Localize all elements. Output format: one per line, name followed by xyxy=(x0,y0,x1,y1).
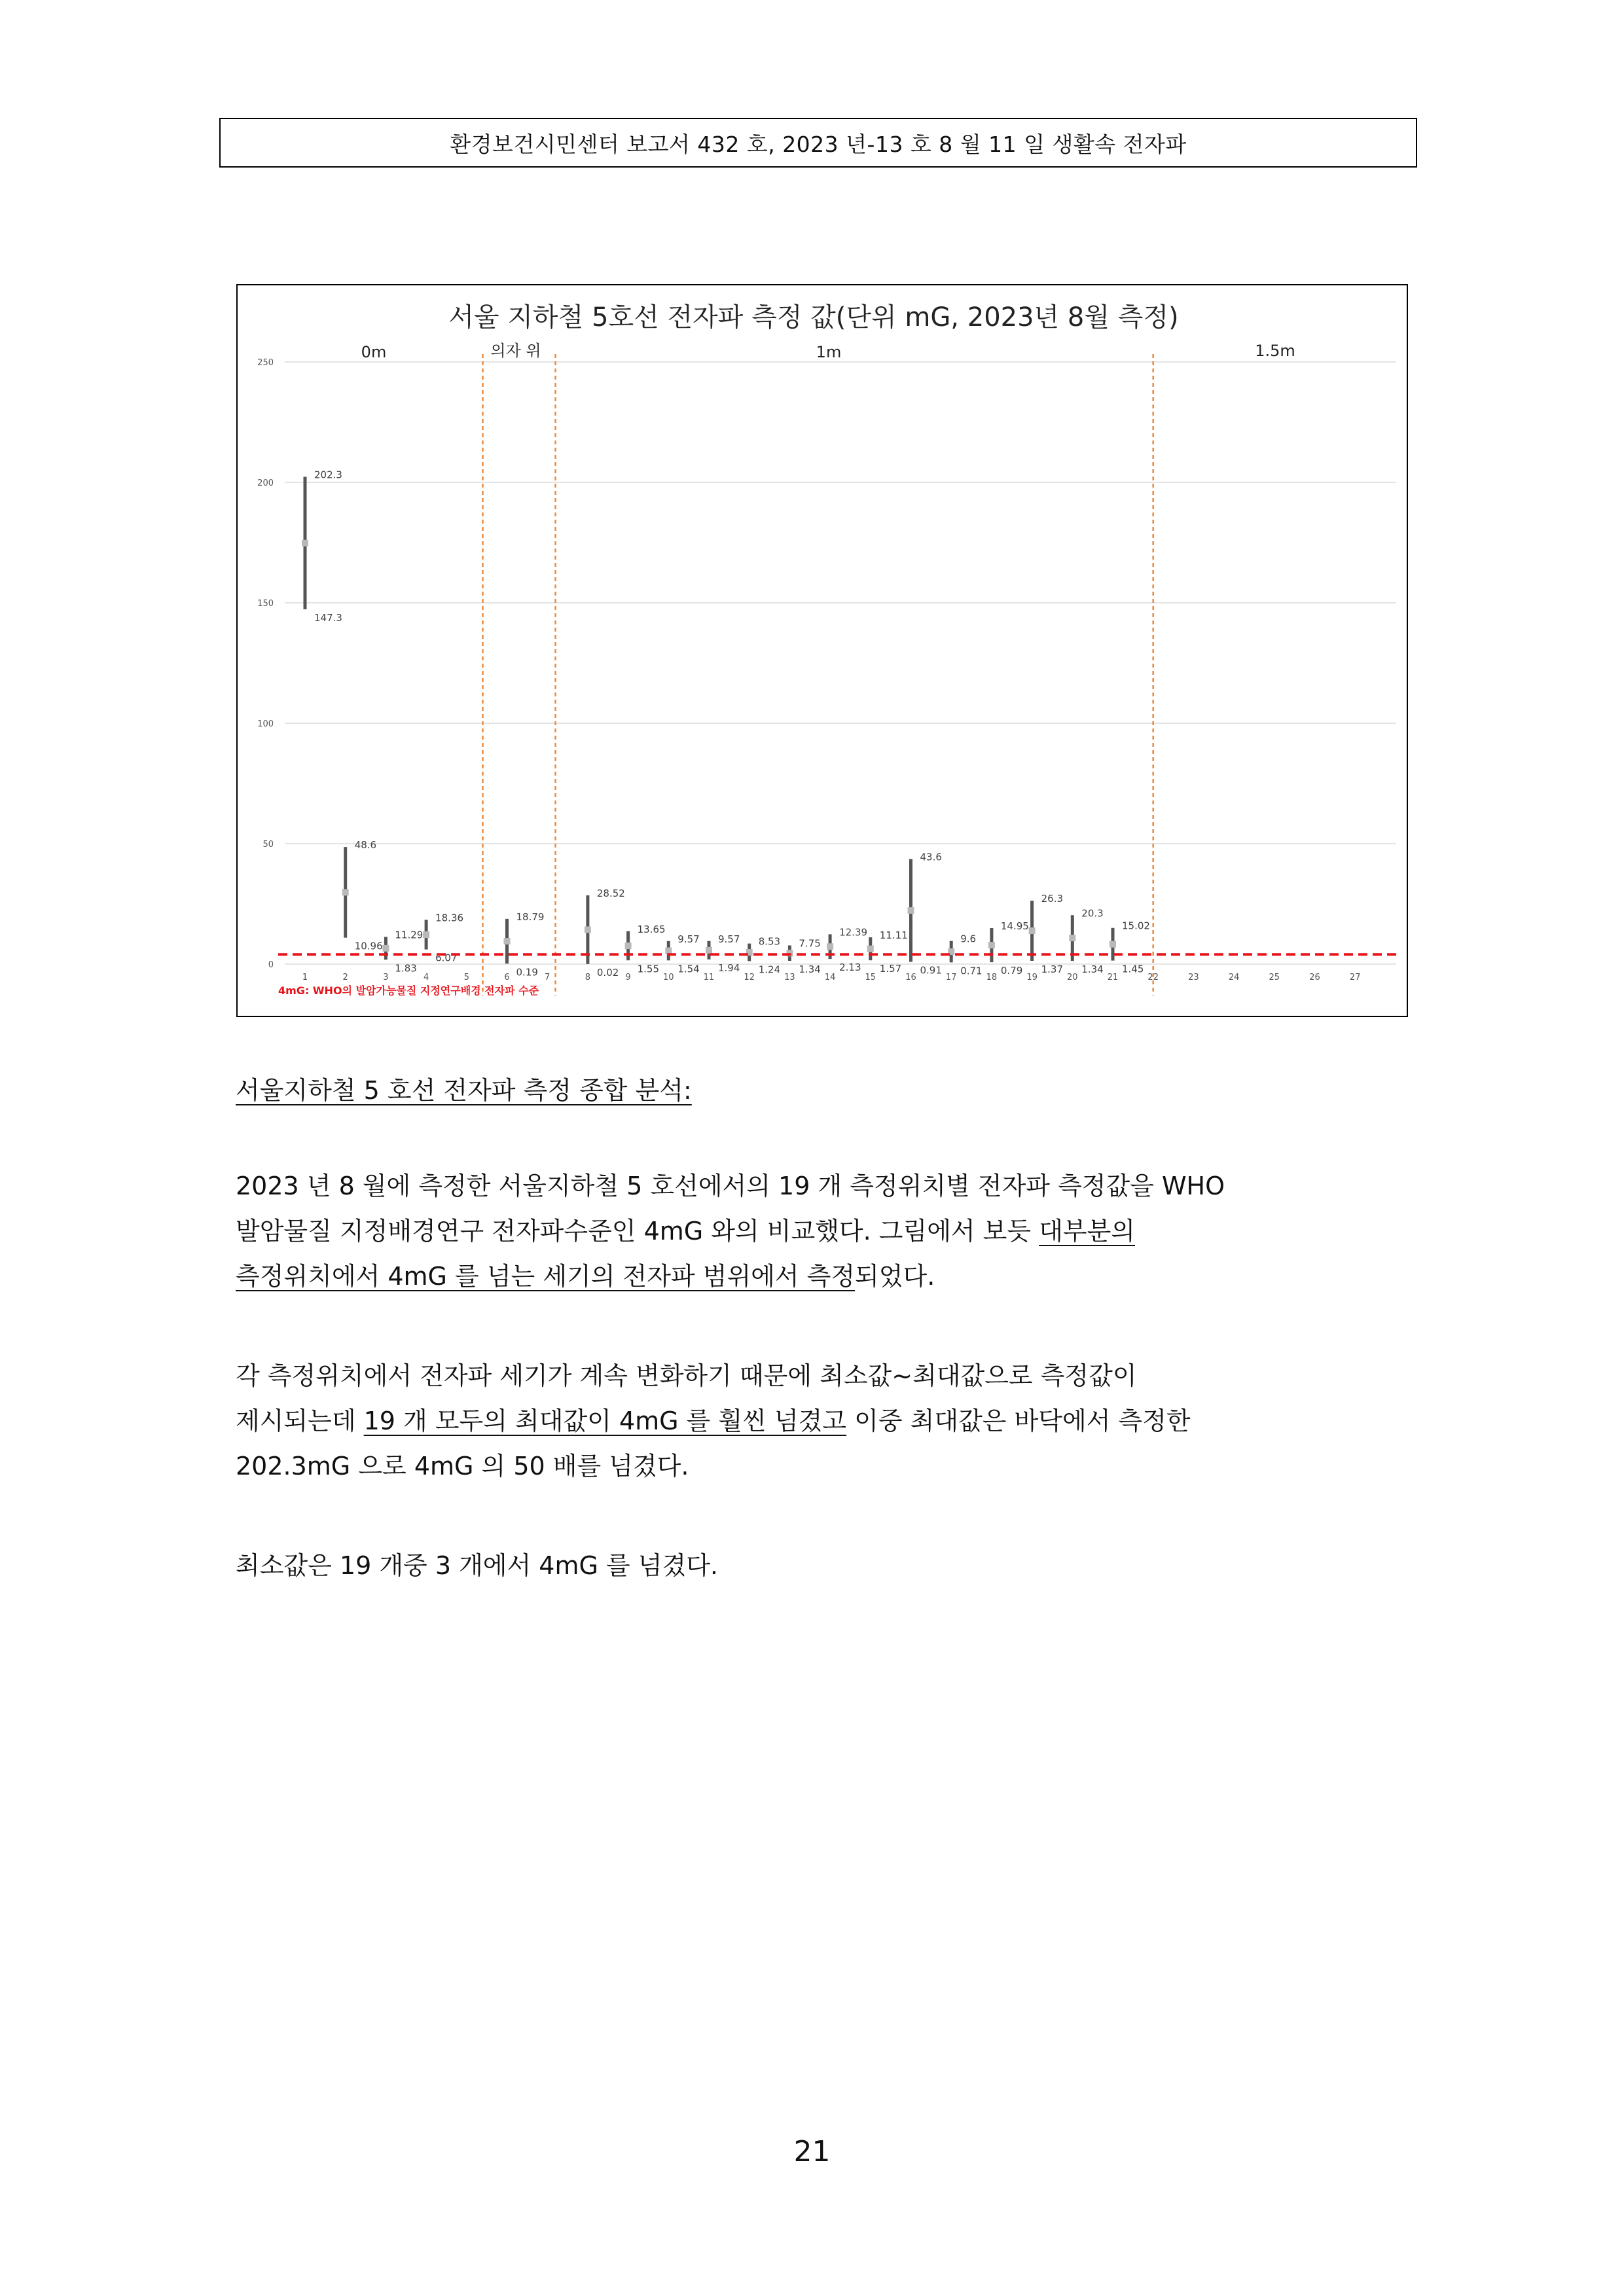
paragraph-2-line-3-text: 202.3mG 으로 4mG 의 50 배를 넘겼다. xyxy=(236,1452,689,1480)
x-tick-label: 27 xyxy=(1349,973,1361,982)
max-data-label: 13.65 xyxy=(637,923,666,935)
max-data-label: 15.02 xyxy=(1122,920,1150,932)
max-data-label: 9.6 xyxy=(960,933,977,945)
paragraph-2-line-2-text-a: 제시되는데 xyxy=(236,1407,364,1435)
chart-title: 서울 지하철 5호선 전자파 측정 값(단위 mG, 2023년 8월 측정) xyxy=(448,302,1179,332)
x-tick-label: 17 xyxy=(945,973,957,982)
x-tick-label: 25 xyxy=(1269,973,1280,982)
range-mid-marker xyxy=(342,889,349,895)
paragraph-1-line-2-text: 발암물질 지정배경연구 전자파수준인 4mG 와의 비교했다. 그림에서 보듯 xyxy=(236,1217,1039,1246)
section-label-1-5m: 1.5m xyxy=(1255,342,1295,360)
chart-grid xyxy=(257,358,1396,982)
max-data-label: 9.57 xyxy=(718,933,740,945)
max-data-label: 8.53 xyxy=(758,935,781,948)
range-mid-marker xyxy=(302,540,308,547)
x-tick-label: 3 xyxy=(383,973,389,982)
x-tick-label: 12 xyxy=(744,973,755,982)
min-data-label: 0.79 xyxy=(1000,965,1023,977)
x-tick-label: 19 xyxy=(1026,973,1038,982)
x-tick-label: 20 xyxy=(1067,973,1078,982)
x-tick-label: 6 xyxy=(504,973,510,982)
min-data-label: 1.57 xyxy=(879,963,902,975)
min-data-label: 1.83 xyxy=(395,962,417,975)
paragraph-1-emphasis-b: 측정위치에서 4mG 를 넘는 세기의 전자파 범위에서 측정 xyxy=(236,1262,856,1291)
paragraph-2-line-1 xyxy=(236,1363,1137,1388)
min-data-label: 1.45 xyxy=(1122,963,1144,975)
range-mid-marker xyxy=(1110,941,1116,948)
x-tick-label: 4 xyxy=(423,973,429,982)
range-mid-marker xyxy=(625,942,632,949)
x-tick-label: 10 xyxy=(663,973,674,982)
max-data-label: 14.95 xyxy=(1000,920,1029,932)
min-data-label: 1.34 xyxy=(1081,963,1104,976)
x-tick-label: 7 xyxy=(545,973,550,982)
y-tick-label: 250 xyxy=(257,358,274,368)
x-tick-label: 14 xyxy=(824,973,836,982)
range-mid-marker xyxy=(1069,935,1075,941)
paragraph-3-text: 최소값은 19 개중 3 개에서 4mG 를 넘겼다. xyxy=(236,1551,719,1580)
max-data-label: 18.36 xyxy=(435,912,464,924)
min-data-label: 0.91 xyxy=(920,964,942,977)
paragraph-2-line-1-text: 각 측정위치에서 전자파 세기가 계속 변화하기 때문에 최소값~최대값으로 측정값이 xyxy=(236,1361,1137,1390)
min-data-label: 1.55 xyxy=(637,963,660,975)
min-data-label: 0.71 xyxy=(960,965,983,977)
range-mid-marker xyxy=(585,926,591,933)
max-data-label: 7.75 xyxy=(799,937,821,950)
analysis-heading xyxy=(236,1078,692,1103)
emf-chart-svg xyxy=(238,285,1406,1015)
y-tick-label: 50 xyxy=(262,840,274,850)
max-data-label: 48.6 xyxy=(354,839,377,852)
x-tick-label: 1 xyxy=(302,973,308,982)
max-data-label: 26.3 xyxy=(1041,893,1064,905)
x-tick-label: 9 xyxy=(625,973,631,982)
y-tick-label: 100 xyxy=(257,719,274,729)
analysis-heading-text: 서울지하철 5 호선 전자파 측정 종합 분석: xyxy=(236,1076,692,1105)
min-data-label: 2.13 xyxy=(839,961,861,974)
min-data-label: 1.54 xyxy=(677,963,700,975)
min-data-label: 1.37 xyxy=(1041,963,1064,975)
reference-line-label: 4mG: WHO의 발암가능물질 지정연구배경 전자파 수준 xyxy=(278,984,539,997)
max-data-label: 28.52 xyxy=(596,888,625,900)
paragraph-2-line-2 xyxy=(236,1408,1191,1433)
y-tick-label: 200 xyxy=(257,478,274,488)
range-mid-marker xyxy=(665,948,672,954)
report-header xyxy=(219,118,1417,168)
min-data-label: 1.94 xyxy=(718,961,740,974)
paragraph-1-emphasis-a: 대부분의 xyxy=(1039,1217,1136,1246)
section-label-0m: 0m xyxy=(361,343,387,361)
paragraph-2-emphasis: 19 개 모두의 최대값이 4mG 를 훨씬 넘겼고 xyxy=(363,1407,847,1435)
max-data-label: 43.6 xyxy=(920,851,942,863)
max-data-label: 20.3 xyxy=(1081,907,1104,920)
section-label-1m: 1m xyxy=(816,343,842,361)
paragraph-3 xyxy=(236,1553,718,1578)
page-number xyxy=(0,2135,1624,2168)
paragraph-1-line-1-text: 2023 년 8 월에 측정한 서울지하철 5 호선에서의 19 개 측정위치별 전자파 측정값을 WHO xyxy=(236,1172,1225,1200)
range-mid-marker xyxy=(1029,927,1036,934)
range-mid-marker xyxy=(382,945,389,952)
max-data-label: 202.3 xyxy=(314,469,342,481)
min-data-label: 0.19 xyxy=(516,966,538,978)
x-tick-label: 8 xyxy=(585,973,591,982)
x-tick-label: 2 xyxy=(342,973,348,982)
x-tick-label: 16 xyxy=(905,973,916,982)
paragraph-1-line-1 xyxy=(236,1174,1225,1198)
x-tick-label: 5 xyxy=(463,973,469,982)
min-data-label: 147.3 xyxy=(314,611,342,624)
range-mid-marker xyxy=(908,907,914,914)
min-data-label: 1.24 xyxy=(758,963,781,976)
x-tick-label: 24 xyxy=(1228,973,1240,982)
paragraph-2-line-2-text-b: 이중 최대값은 바닥에서 측정한 xyxy=(846,1407,1191,1435)
y-tick-label: 0 xyxy=(268,960,274,970)
x-tick-label: 11 xyxy=(703,973,715,982)
paragraph-2-line-3 xyxy=(236,1454,689,1479)
range-mid-marker xyxy=(988,942,995,948)
range-mid-marker xyxy=(423,931,429,938)
x-tick-label: 15 xyxy=(865,973,876,982)
max-data-label: 11.29 xyxy=(395,929,424,941)
range-mid-marker xyxy=(827,943,833,950)
x-tick-label: 22 xyxy=(1147,973,1159,982)
max-data-label: 11.11 xyxy=(879,929,908,942)
report-header-text: 환경보건시민센터 보고서 432 호, 2023 년-13 호 8 월 11 일 생활속 전자파 xyxy=(450,131,1187,157)
x-tick-label: 18 xyxy=(986,973,998,982)
max-data-label: 12.39 xyxy=(839,926,868,939)
range-mid-marker xyxy=(867,946,874,952)
paragraph-1-line-2 xyxy=(236,1219,1135,1244)
section-label-seat: 의자 위 xyxy=(490,342,541,360)
y-tick-label: 150 xyxy=(257,599,274,609)
min-data-label: 6.07 xyxy=(435,952,458,964)
x-tick-label: 13 xyxy=(784,973,795,982)
paragraph-1-line-3-text: 되었다. xyxy=(855,1262,935,1291)
min-data-label: 10.96 xyxy=(354,940,383,952)
page-number-text: 21 xyxy=(793,2135,831,2168)
paragraph-1-line-3 xyxy=(236,1264,935,1289)
max-data-label: 18.79 xyxy=(516,910,545,923)
min-data-label: 1.34 xyxy=(799,963,821,976)
range-mid-marker xyxy=(706,947,712,954)
range-mid-marker xyxy=(504,938,511,944)
max-data-label: 9.57 xyxy=(677,933,700,945)
emf-chart xyxy=(236,284,1408,1017)
x-tick-label: 26 xyxy=(1309,973,1320,982)
x-tick-label: 21 xyxy=(1107,973,1119,982)
x-tick-label: 23 xyxy=(1188,973,1199,982)
min-data-label: 0.02 xyxy=(596,966,619,978)
